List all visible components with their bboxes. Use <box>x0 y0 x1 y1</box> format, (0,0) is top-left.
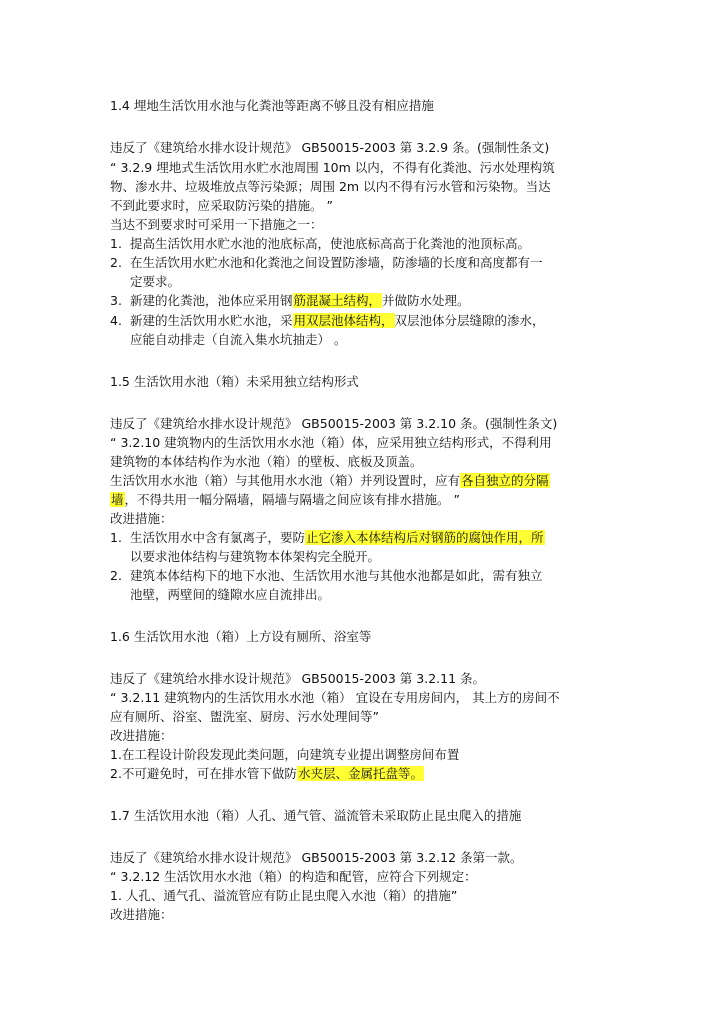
list-number: 4. <box>110 313 122 328</box>
section-1-5-violation: 违反了《建筑给水排水设计规范》 GB50015-2003 第 3.2.10 条。(强制性条文) <box>110 416 558 431</box>
list-text: 双层池体分层缝隙的渗水， <box>394 313 545 328</box>
section-1-5-quote-line-4 <box>110 491 460 508</box>
section-1-4-quote-line-2: 物、渗水井、垃圾堆放点等污染源；周围 2m 以内不得有污水管和污染物。当达 <box>110 179 551 194</box>
section-1-5-measure-1 <box>110 529 545 546</box>
section-1-7-quote-line-2: 1. 人孔、通气孔、溢流管应有防止昆虫爬入水池（箱）的措施” <box>110 888 458 903</box>
highlight: 筋混凝土结构， <box>293 293 382 308</box>
section-1-6-quote-line-2: 应有厕所、浴室、盥洗室、厨房、污水处理间等” <box>110 709 379 724</box>
list-text: 并做防水处理。 <box>382 293 470 308</box>
list-text: 新建的化粪池，池体应采用钢 <box>130 293 293 308</box>
section-1-4-quote-line-1: “ 3.2.9 埋地式生活饮用水贮水池周围 10m 以内，不得有化粪池、污水处理构筑 <box>110 160 555 175</box>
section-1-5-measure-1-cont: 以要求池体结构与建筑物本体架构完全脱开。 <box>130 549 381 564</box>
section-1-4-measure-3 <box>110 292 470 309</box>
section-1-7-violation: 违反了《建筑给水排水设计规范》 GB50015-2003 第 3.2.12 条第一款。 <box>110 850 523 865</box>
section-1-6-intro: 改进措施： <box>110 728 173 743</box>
list-number: 1. <box>110 530 122 545</box>
section-1-6-quote-line-1: “ 3.2.11 建筑物内的生活饮用水水池（箱） 宜设在专用房间内， 其上方的房间不 <box>110 690 560 705</box>
section-1-5-intro: 改进措施： <box>110 511 173 526</box>
section-1-4-quote-line-3: 不到此要求时，应采取防污染的措施。 ” <box>110 198 333 213</box>
list-text: 建筑本体结构下的地下水池、生活饮用水池与其他水池都是如此，需有独立 <box>130 568 543 583</box>
highlight: 水夹层、金属托盘等。 <box>297 766 423 781</box>
section-1-7-quote-line-1: “ 3.2.12 生活饮用水水池（箱）的构造和配管，应符合下列规定： <box>110 869 477 884</box>
quote-text: 生活饮用水水池（箱）与其他用水水池（箱）并列设置时，应有 <box>110 473 461 488</box>
highlight: 止它渗入本体结构后对钢筋的腐蚀作用，所 <box>306 530 544 545</box>
section-1-6-measure-1: 1.在工程设计阶段发现此类问题，向建筑专业提出调整房间布置 <box>110 747 460 762</box>
section-1-6-violation: 违反了《建筑给水排水设计规范》 GB50015-2003 第 3.2.11 条。 <box>110 671 486 686</box>
list-number: 3. <box>110 293 122 308</box>
quote-text: ，不得共用一幅分隔墙，隔墙与隔墙之间应该有排水措施。 ” <box>124 492 460 507</box>
list-text: 2.不可避免时，可在排水管下做防 <box>110 766 297 781</box>
section-1-7-intro: 改进措施： <box>110 907 173 922</box>
section-1-5-measure-2 <box>110 567 543 584</box>
section-1-4-measure-4 <box>110 312 545 329</box>
section-1-4-heading: 1.4 埋地生活饮用水池与化粪池等距离不够且没有相应措施 <box>110 98 434 113</box>
section-1-6-heading: 1.6 生活饮用水池（箱）上方设有厕所、浴室等 <box>110 629 372 644</box>
highlight: 各自独立的分隔 <box>461 473 549 488</box>
list-text: 新建的生活饮用水贮水池，采 <box>130 313 293 328</box>
section-1-7-heading: 1.7 生活饮用水池（箱）人孔、通气管、溢流管未采取防止昆虫爬入的措施 <box>110 808 522 823</box>
section-1-4-intro: 当达不到要求时可采用一下措施之一： <box>110 217 323 232</box>
highlight: 用双层池体结构， <box>293 313 394 328</box>
highlight: 墙 <box>111 492 124 507</box>
section-1-5-measure-2-cont: 池壁，两壁间的缝隙水应自流排出。 <box>130 587 331 602</box>
section-1-4-measure-2 <box>110 254 543 271</box>
list-number: 1. <box>110 236 122 251</box>
list-number: 2. <box>110 255 122 270</box>
section-1-5-quote-line-1: “ 3.2.10 建筑物内的生活饮用水水池（箱）体，应采用独立结构形式，不得利用 <box>110 435 552 450</box>
list-text: 在生活饮用水贮水池和化粪池之间设置防渗墙，防渗墙的长度和高度都有一 <box>130 255 543 270</box>
section-1-6-measure-2 <box>110 765 424 782</box>
section-1-4-measure-2-cont: 定要求。 <box>130 274 181 289</box>
section-1-5-quote-line-2: 建筑物的本体结构作为水池（箱）的壁板、底板及顶盖。 <box>110 454 423 469</box>
section-1-4-measure-1 <box>110 235 530 252</box>
list-text: 提高生活饮用水贮水池的池底标高，使池底标高高于化粪池的池顶标高。 <box>130 236 531 251</box>
section-1-4-violation: 违反了《建筑给水排水设计规范》 GB50015-2003 第 3.2.9 条。(强制性条文) <box>110 140 550 155</box>
list-number: 2. <box>110 568 122 583</box>
section-1-5-heading: 1.5 生活饮用水池（箱）未采用独立结构形式 <box>110 374 359 389</box>
section-1-5-quote-line-3 <box>110 472 550 489</box>
section-1-4-measure-4-cont: 应能自动排走（自流入集水坑抽走） 。 <box>130 332 347 347</box>
list-text: 生活饮用水中含有氯离子，要防 <box>130 530 306 545</box>
